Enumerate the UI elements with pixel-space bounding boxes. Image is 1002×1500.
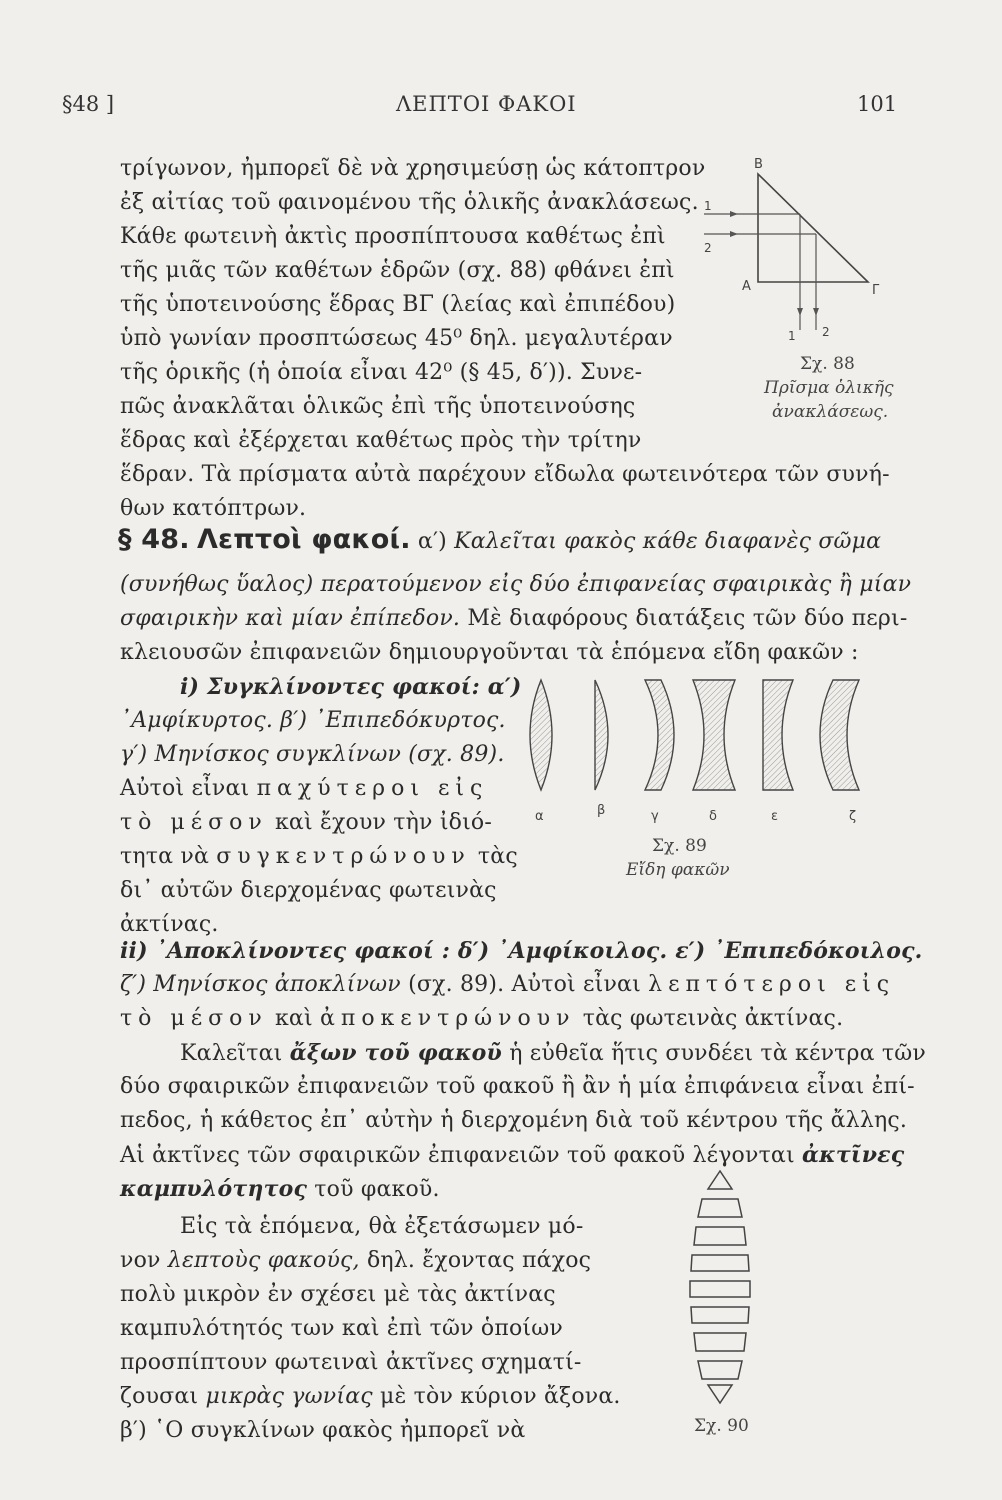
text-line: γ′) Μηνίσκος συγκλίνων (σχ. 89). xyxy=(120,742,505,767)
text-line: ἐξ αἰτίας τοῦ φαινομένου τῆς ὁλικῆς ἀνακλάσεως. xyxy=(120,190,699,215)
text-line: καμπυλότητος τοῦ φακοῦ. xyxy=(120,1176,440,1202)
prism-outline xyxy=(758,174,868,282)
svg-text:1: 1 xyxy=(788,329,796,343)
svg-text:1: 1 xyxy=(704,199,712,213)
prism-bottom xyxy=(708,1385,732,1403)
diverging-heading: ii) ᾿Αποκλίνοντες φακοί : δ′) ᾿Αμφίκοιλος. ε′) ᾿Επιπεδόκοιλος. xyxy=(120,938,923,964)
text-line: δι᾿ αὐτῶν διερχομένας φωτεινὰς xyxy=(120,878,497,903)
text-line: Εἰς τὰ ἑπόμενα, θὰ ἐξετάσωμεν μό- xyxy=(180,1214,584,1239)
text-line: τῆς ὑποτεινούσης ἕδρας ΒΓ (λείας καὶ ἐπιπέδου) xyxy=(120,292,676,317)
text-line: τὸ μέσον καὶ ἀποκεντρώνουν τὰς φωτεινὰς ἀκτίνας. xyxy=(120,1006,844,1031)
lens-label: δ xyxy=(709,809,717,824)
text-line: ἕδρας καὶ ἐξέρχεται καθέτως πρὸς τὴν τρίτην xyxy=(120,428,642,453)
text-line: β′) ῾Ο συγκλίνων φακὸς ἠμπορεῖ νὰ xyxy=(120,1418,526,1443)
text-line: ᾿Αμφίκυρτος. β′) ᾿Επιπεδόκυρτος. xyxy=(120,708,506,733)
biconvex-lens xyxy=(530,680,552,790)
text-line: θων κατόπτρων. xyxy=(120,496,307,521)
prism-figure xyxy=(690,150,890,350)
fig89-caption: Εἴδη φακῶν xyxy=(626,860,730,880)
text-line: τητα νὰ συγκεντρώνουν τὰς xyxy=(120,844,518,869)
biconcave-lens xyxy=(693,680,735,790)
diverging-meniscus xyxy=(820,680,859,790)
section-heading: § 48. Λεπτοὶ φακοί. α′) Καλεῖται φακὸς κάθε διαφανὲς σῶμα xyxy=(118,524,882,555)
text-line: ἀκτίνας. xyxy=(120,912,219,937)
fig88-number: Σχ. 88 xyxy=(800,354,855,374)
page-number: 101 xyxy=(857,92,898,116)
text-line: τῆς μιᾶς τῶν καθέτων ἑδρῶν (σχ. 88) φθάνει ἐπὶ xyxy=(120,258,675,283)
text-line: πεδος, ἡ κάθετος ἐπ᾿ αὐτὴν ἡ διερχομένη διὰ τοῦ κέντρου τῆς ἄλλης. xyxy=(120,1108,908,1133)
text-line: ζ′) Μηνίσκος ἀποκλίνων (σχ. 89). Αὐτοὶ εἶναι λεπτότεροι εἰς xyxy=(120,972,896,997)
text-line: ζουσαι μικρὰς γωνίας μὲ τὸν κύριον ἄξονα. xyxy=(120,1384,621,1409)
fig88-caption: Πρῖσμα ὁλικῆς xyxy=(764,378,894,398)
label-g: Γ xyxy=(872,283,880,298)
text-line: τὸ μέσον καὶ ἔχουν τὴν ἰδιό- xyxy=(120,810,492,835)
text-line: Καλεῖται ἄξων τοῦ φακοῦ ἡ εὐθεῖα ἥτις συνδέει τὰ κέντρα τῶν xyxy=(180,1040,926,1066)
text-line: Κάθε φωτεινὴ ἀκτὶς προσπίπτουσα καθέτως ἐπὶ xyxy=(120,224,666,249)
lens-label: ζ xyxy=(849,809,857,824)
running-title: ΛΕΠΤΟΙ ΦΑΚΟΙ xyxy=(396,92,577,116)
text-line: σφαιρικὴν καὶ μίαν ἐπίπεδον. Μὲ διαφόρους διατάξεις τῶν δύο περι- xyxy=(120,606,908,631)
text-line: προσπίπτουν φωτειναὶ ἀκτῖνες σχηματί- xyxy=(120,1350,582,1375)
prism-top xyxy=(708,1171,732,1189)
lens-types-figure xyxy=(515,670,895,830)
converging-heading: i) Συγκλίνοντες φακοί: α′) xyxy=(180,674,522,700)
planoconvex-lens xyxy=(595,680,608,790)
lens-label: γ xyxy=(651,809,659,824)
text-line: πολὺ μικρὸν ἐν σχέσει μὲ τὰς ἀκτίνας xyxy=(120,1282,556,1307)
lens-label: α xyxy=(535,809,544,824)
text-line: Αὐτοὶ εἶναι παχύτεροι εἰς xyxy=(120,776,489,801)
text-line: πῶς ἀνακλᾶται ὁλικῶς ἐπὶ τῆς ὑποτεινούσης xyxy=(120,394,636,419)
text-line: καμπυλότητός των καὶ ἐπὶ τῶν ὁποίων xyxy=(120,1316,563,1341)
section-marker: §48 ] xyxy=(62,92,115,116)
prism-stack-figure xyxy=(680,1165,760,1405)
text-line: ἕδραν. Τὰ πρίσματα αὐτὰ παρέχουν εἴδωλα φωτεινότερα τῶν συνή- xyxy=(120,462,890,487)
text-line: κλειουσῶν ἐπιφανειῶν δημιουργοῦνται τὰ ἑπόμενα εἴδη φακῶν : xyxy=(120,640,859,665)
text-line: τρίγωνον, ἠμπορεῖ δὲ νὰ χρησιμεύσῃ ὡς κάτοπτρον xyxy=(120,156,706,181)
text-line: ὑπὸ γωνίαν προσπτώσεως 45⁰ δηλ. μεγαλυτέραν xyxy=(120,326,673,351)
svg-text:2: 2 xyxy=(822,325,830,339)
text-line: τῆς ὁρικῆς (ἡ ὁποία εἶναι 42⁰ (§ 45, δ′)). Συνε- xyxy=(120,360,643,385)
planoconcave-lens xyxy=(763,680,793,790)
fig89-number: Σχ. 89 xyxy=(652,836,707,856)
label-a: Α xyxy=(742,279,751,294)
svg-text:2: 2 xyxy=(704,241,712,255)
text-line: δύο σφαιρικῶν ἐπιφανειῶν τοῦ φακοῦ ἢ ἂν ἡ μία ἐπιφάνεια εἶναι ἐπί- xyxy=(120,1074,915,1099)
converging-meniscus xyxy=(645,680,674,790)
text-line: νον λεπτοὺς φακούς, δηλ. ἔχοντας πάχος xyxy=(120,1248,592,1273)
fig90-number: Σχ. 90 xyxy=(694,1416,749,1436)
lens-label: ε xyxy=(771,809,779,824)
lens-label: β xyxy=(597,803,606,818)
text-line: (συνήθως ὕαλος) περατούμενον εἰς δύο ἐπιφανείας σφαιρικὰς ἢ μίαν xyxy=(120,572,912,597)
label-b: Β xyxy=(754,157,763,172)
text-line: Αἱ ἀκτῖνες τῶν σφαιρικῶν ἐπιφανειῶν τοῦ φακοῦ λέγονται ἀκτῖνες xyxy=(120,1142,905,1168)
fig88-caption: ἀνακλάσεως. xyxy=(772,402,889,422)
